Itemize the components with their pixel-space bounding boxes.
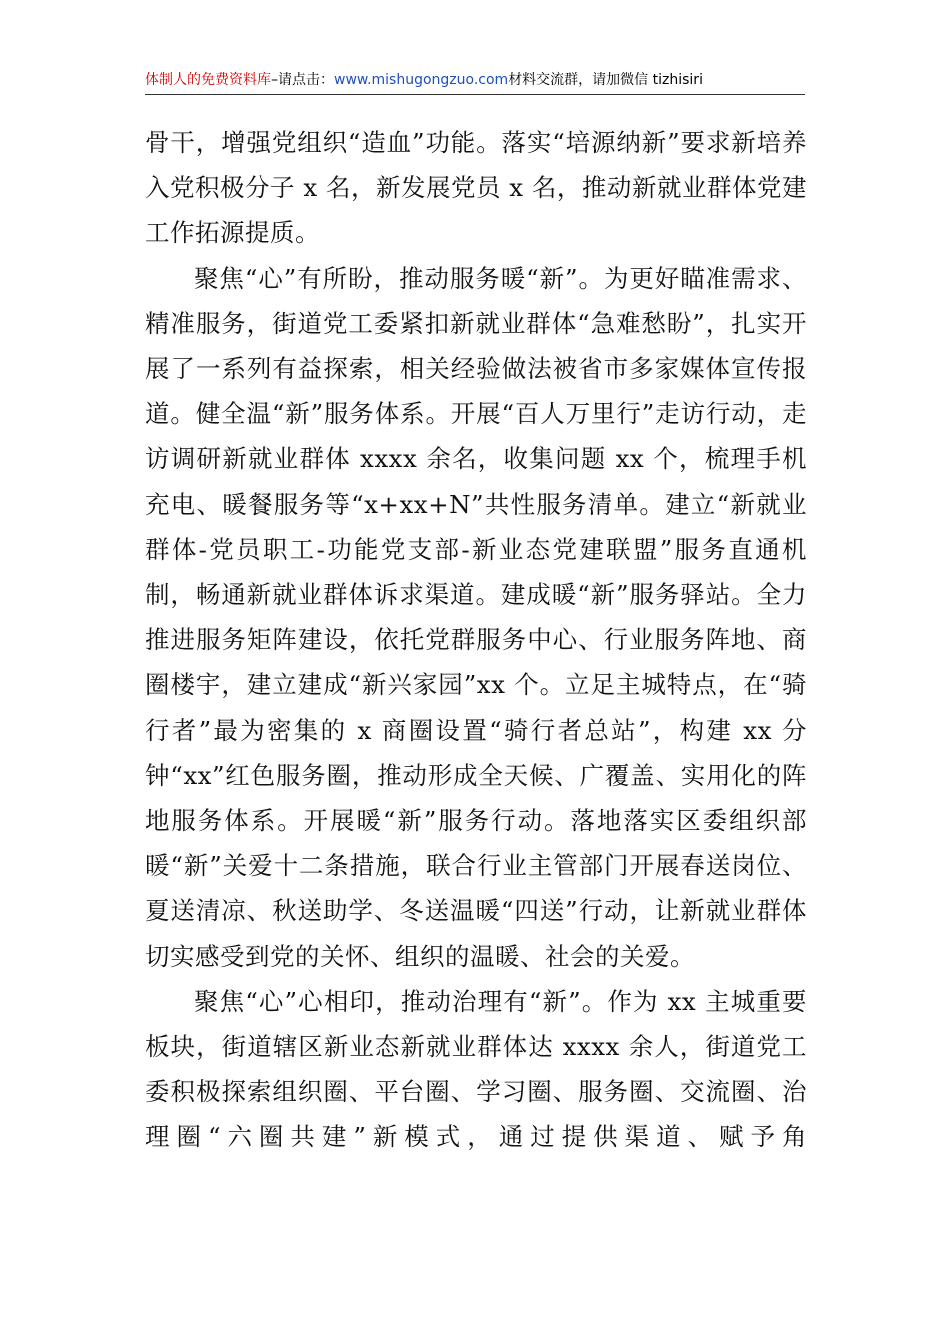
header-wechat-note: 材料交流群，请加微信 tizhisiri [508,72,703,88]
page-header [145,68,805,95]
header-brand: 体制人的免费资料库 [145,72,271,88]
paragraph-continuation: 骨干，增强党组织“造血”功能。落实“培源纳新”要求新培养入党积极分子 x 名，新发展党员 x 名，推动新就业群体党建工作拓源提质。 [145,128,807,248]
paragraph-governance: 聚焦“心”心相印，推动治理有“新”。作为 xx 主城重要板块，街道辖区新业态新就业群体达 xxxx 余人，街道党工委积极探索组织圈、平台圈、学习圈、服务圈、交流圈、治理圈“六圈共建”新模式，通过提供渠道、赋予角 [145,986,807,1152]
header-website-link[interactable]: www.mishugongzuo.com [334,72,509,88]
header-prompt: –请点击： [271,72,334,88]
document-body [145,120,807,1160]
paragraph-service: 聚焦“心”有所盼，推动服务暖“新”。为更好瞄准需求、精准服务，街道党工委紧扣新就业群体“急难愁盼”，扎实开展了一系列有益探索，相关经验做法被省市多家媒体宣传报道。健全温“新”服务体系。开展“百人万里行”走访行动，走访调研新就业群体 xxxx 余名，收集问题 xx 个，梳理手机充电、暖餐服务等“x+xx+N”共性服务清单。建立“新就业群体-党员职工-功能党支部-新业态党建联盟”服务直通机制，畅通新就业群体诉求渠道。建成暖“新”服务驿站。全力推进服务矩阵建设，依托党群服务中心、行业服务阵地、商圈楼宇，建立建成“新兴家园”xx 个。立足主城特点，在“骑行者”最为密集的 x 商圈设置“骑行者总站”，构建 xx 分钟“xx”红色服务圈，推动形成全天候、广覆盖、实用化的阵地服务体系。开展暖“新”服务行动。落地落实区委组织部暖“新”关爱十二条措施，联合行业主管部门开展春送岗位、夏送清凉、秋送助学、冬送温暖“四送”行动，让新就业群体切实感受到党的关怀、组织的温暖、社会的关爱。 [145,263,807,971]
